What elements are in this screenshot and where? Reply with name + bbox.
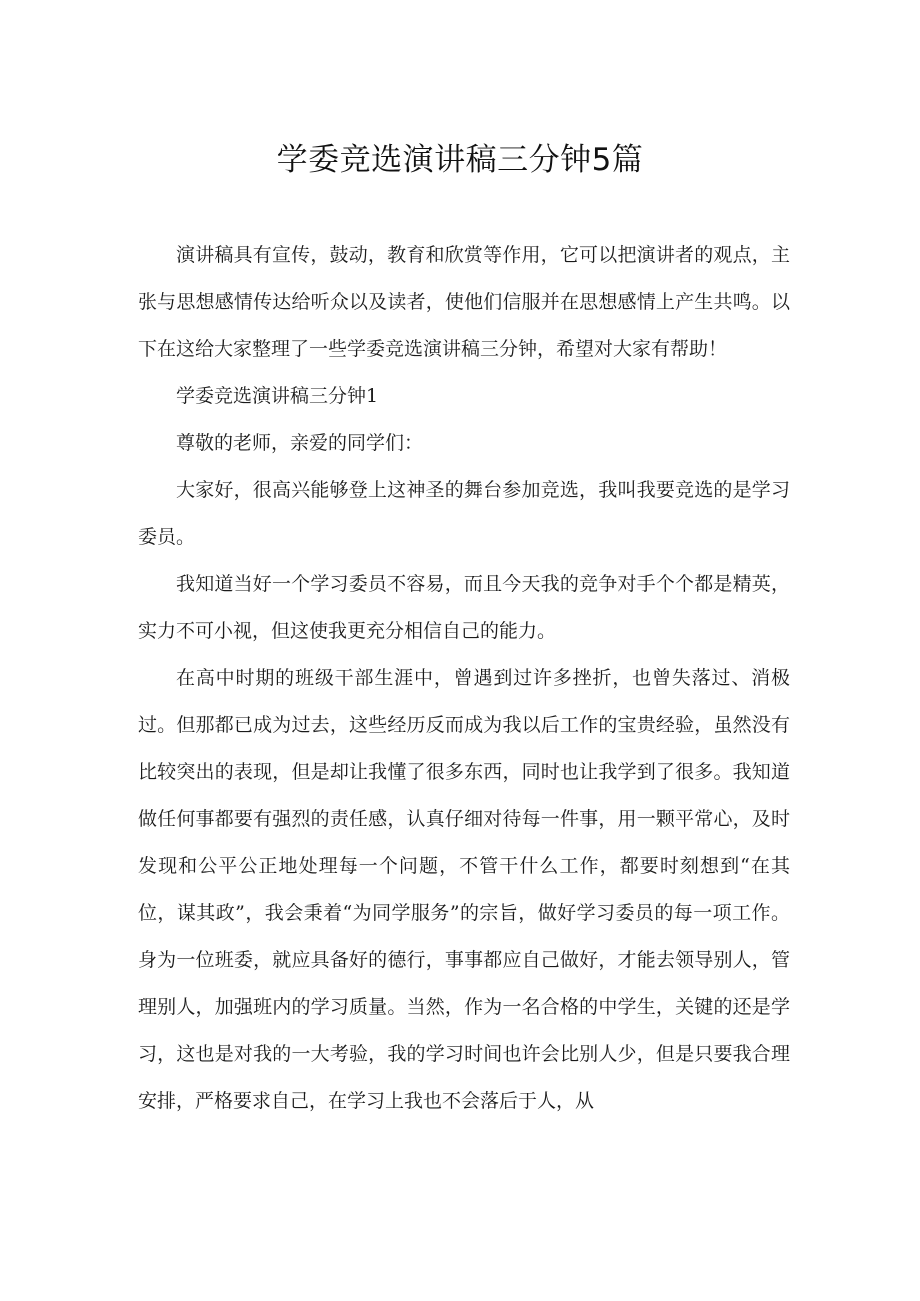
body-paragraph: 在高中时期的班级干部生涯中，曾遇到过许多挫折，也曾失落过、消极过。但那都已成为过去，这些经历反而成为我以后工作的宝贵经验，虽然没有比较突出的表现，但是却让我懂了很多东西，同时也让我学到了很多。我知道做任何事都要有强烈的责任感，认真仔细对待每一件事，用一颗平常心，及时发现和公平公正地处理每一个问题，不管干什么工作，都要时刻想到“在其位，谋其政”，我会秉着“为同学服务”的宗旨，做好学习委员的每一项工作。身为一位班委，就应具备好的德行，事事都应自己做好，才能去领导别人，管理别人，加强班内的学习质量。当然，作为一名合格的中学生，关键的还是学习，这也是对我的一大考验，我的学习时间也许会比别人少，但是只要我合理安排，严格要求自己，在学习上我也不会落后于人，从	[138, 667, 790, 1112]
salutation: 尊敬的老师，亲爱的同学们：	[176, 432, 424, 454]
document-body	[138, 232, 790, 1125]
greeting-paragraph: 大家好，很高兴能够登上这神圣的舞台参加竞选，我叫我要竞选的是学习委员。	[138, 479, 790, 548]
body-paragraph: 我知道当好一个学习委员不容易，而且今天我的竞争对手个个都是精英，实力不可小视，但这使我更充分相信自己的能力。	[138, 573, 790, 642]
intro-paragraph: 演讲稿具有宣传，鼓动，教育和欣赏等作用，它可以把演讲者的观点，主张与思想感情传达给听众以及读者，使他们信服并在思想感情上产生共鸣。以下在这给大家整理了一些学委竞选演讲稿三分钟，希望对大家有帮助！	[138, 244, 790, 360]
section-heading: 学委竞选演讲稿三分钟1	[176, 385, 379, 407]
document-title: 学委竞选演讲稿三分钟5篇	[276, 142, 644, 178]
